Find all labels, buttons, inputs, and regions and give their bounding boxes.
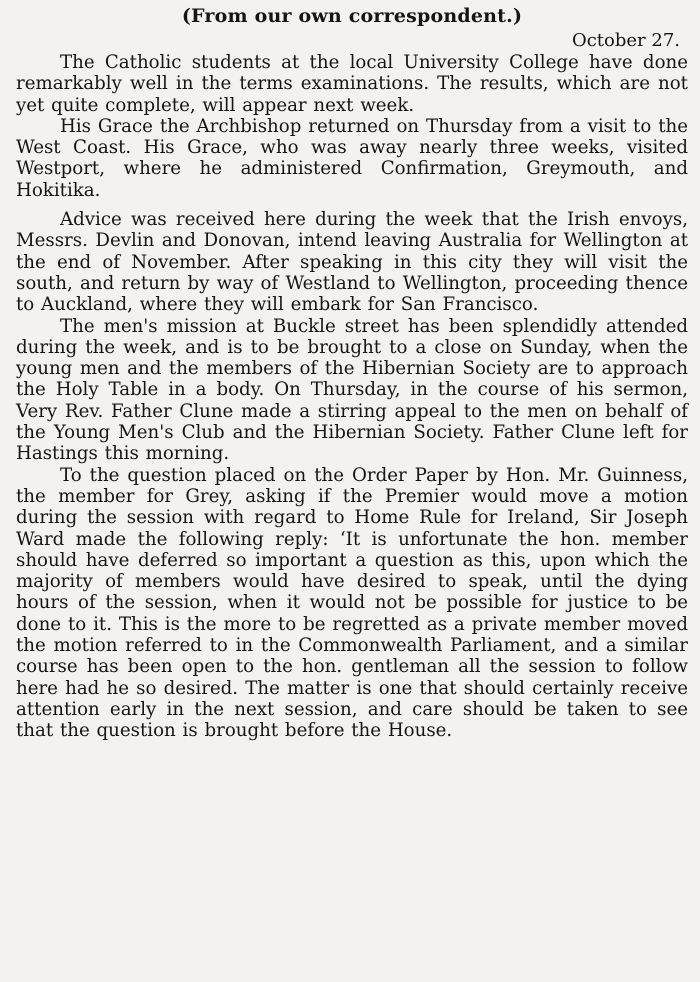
paragraph-home-rule-question: To the question placed on the Order Paper by Hon. Mr. Guinness, the member for Grey, asking if the Premier would move a motion during the session with regard to Home Rule for Ireland, Sir Joseph Ward made the following reply: ‘It is unfortunate the hon. member should have deferred so important a question as this, upon which the majority of members would have desired to speak, until the dying hours of the session, when it would not be possible for justice to be done to it. This is the more to be regretted as a private member moved the motion referred to in the Commonwealth Parliament, and a similar course has been open to the hon. gentleman all the session to follow here had he so desired. The matter is one that should certainly receive attention early in the next session, and care should be taken to see that the question is brought before the House.: [16, 464, 688, 742]
dateline: October 27.: [571, 30, 680, 51]
correspondent-line: (From our own correspondent.): [181, 5, 523, 27]
paragraph-archbishop-return: His Grace the Archbishop returned on Thursday from a visit to the West Coast. His Grace, who was away nearly three weeks, visited Westport, where he administered Confirmation, Greymouth, and Hokitika.: [16, 115, 688, 201]
paragraph-mens-mission: The men's mission at Buckle street has been splendidly attended during the week, and is to be brought to a close on Sunday, when the young men and the members of the Hibernian Society are to approach the Holy Table in a body. On Thursday, in the course of his sermon, Very Rev. Father Clune made a stirring appeal to the men on behalf of the Young Men's Club and the Hibernian Society. Father Clune left for Hastings this morning.: [16, 315, 688, 465]
paragraph-university-results: The Catholic students at the local University College have done remarkably well in the terms examinations. The results, which are not yet quite complete, will appear next week.: [16, 52, 688, 116]
paragraph-irish-envoys: Advice was received here during the week that the Irish envoys, Messrs. Devlin and Donovan, intend leaving Australia for Wellington at the end of November. After speaking in this city they will visit the south, and return by way of Westland to Wellington, proceeding thence to Auckland, where they will embark for San Francisco.: [16, 209, 688, 316]
